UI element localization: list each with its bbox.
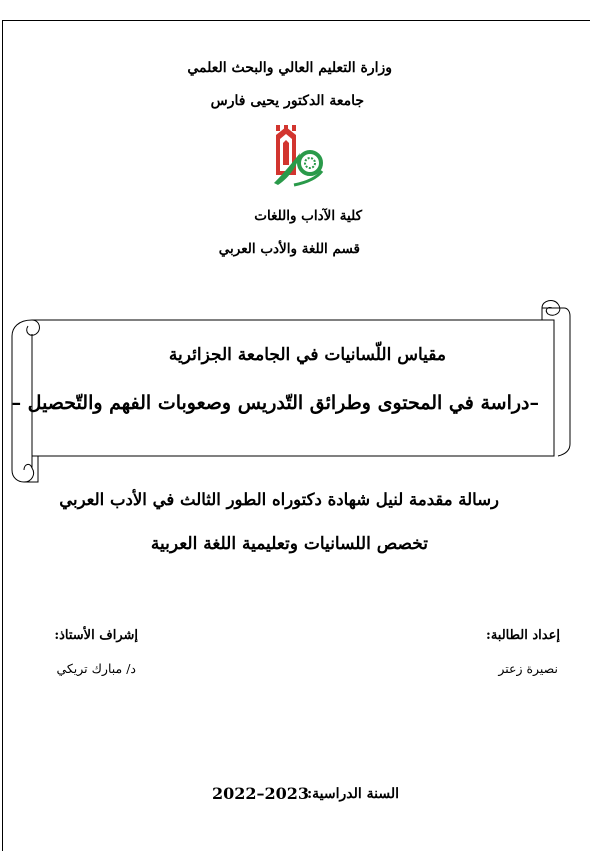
- title-scroll-banner: [8, 294, 580, 484]
- thesis-title: مقياس اللّسانيات في الجامعة الجزائرية: [168, 345, 446, 365]
- thesis-subtitle: –دراسة في المحتوى وطرائق التّدريس وصعوبات الفهم والتّحصيل –: [11, 392, 539, 414]
- supervisor-label: إشراف الأستاذ:: [54, 628, 138, 643]
- department-name: قسم اللغة والأدب العربي: [218, 241, 360, 257]
- ministry-name: وزارة التعليم العالي والبحث العلمي: [187, 60, 392, 76]
- university-logo-icon: [270, 125, 326, 187]
- student-name: نصيرة زعتر: [498, 661, 558, 676]
- thesis-specialty: تخصص اللسانيات وتعليمية اللغة العربية: [150, 534, 428, 554]
- academic-year-label: السنة الدراسية:: [306, 786, 399, 802]
- academic-year-value: 2022–2023: [212, 784, 310, 803]
- student-label: إعداد الطالبة:: [486, 628, 560, 643]
- supervisor-name: د/ مبارك تريكي: [56, 661, 136, 676]
- faculty-name: كلية الآداب واللغات: [254, 208, 362, 224]
- university-name: جامعة الدكتور يحيى فارس: [210, 93, 364, 109]
- thesis-purpose: رسالة مقدمة لنيل شهادة دكتوراه الطور الثالث في الأدب العربي: [59, 490, 499, 509]
